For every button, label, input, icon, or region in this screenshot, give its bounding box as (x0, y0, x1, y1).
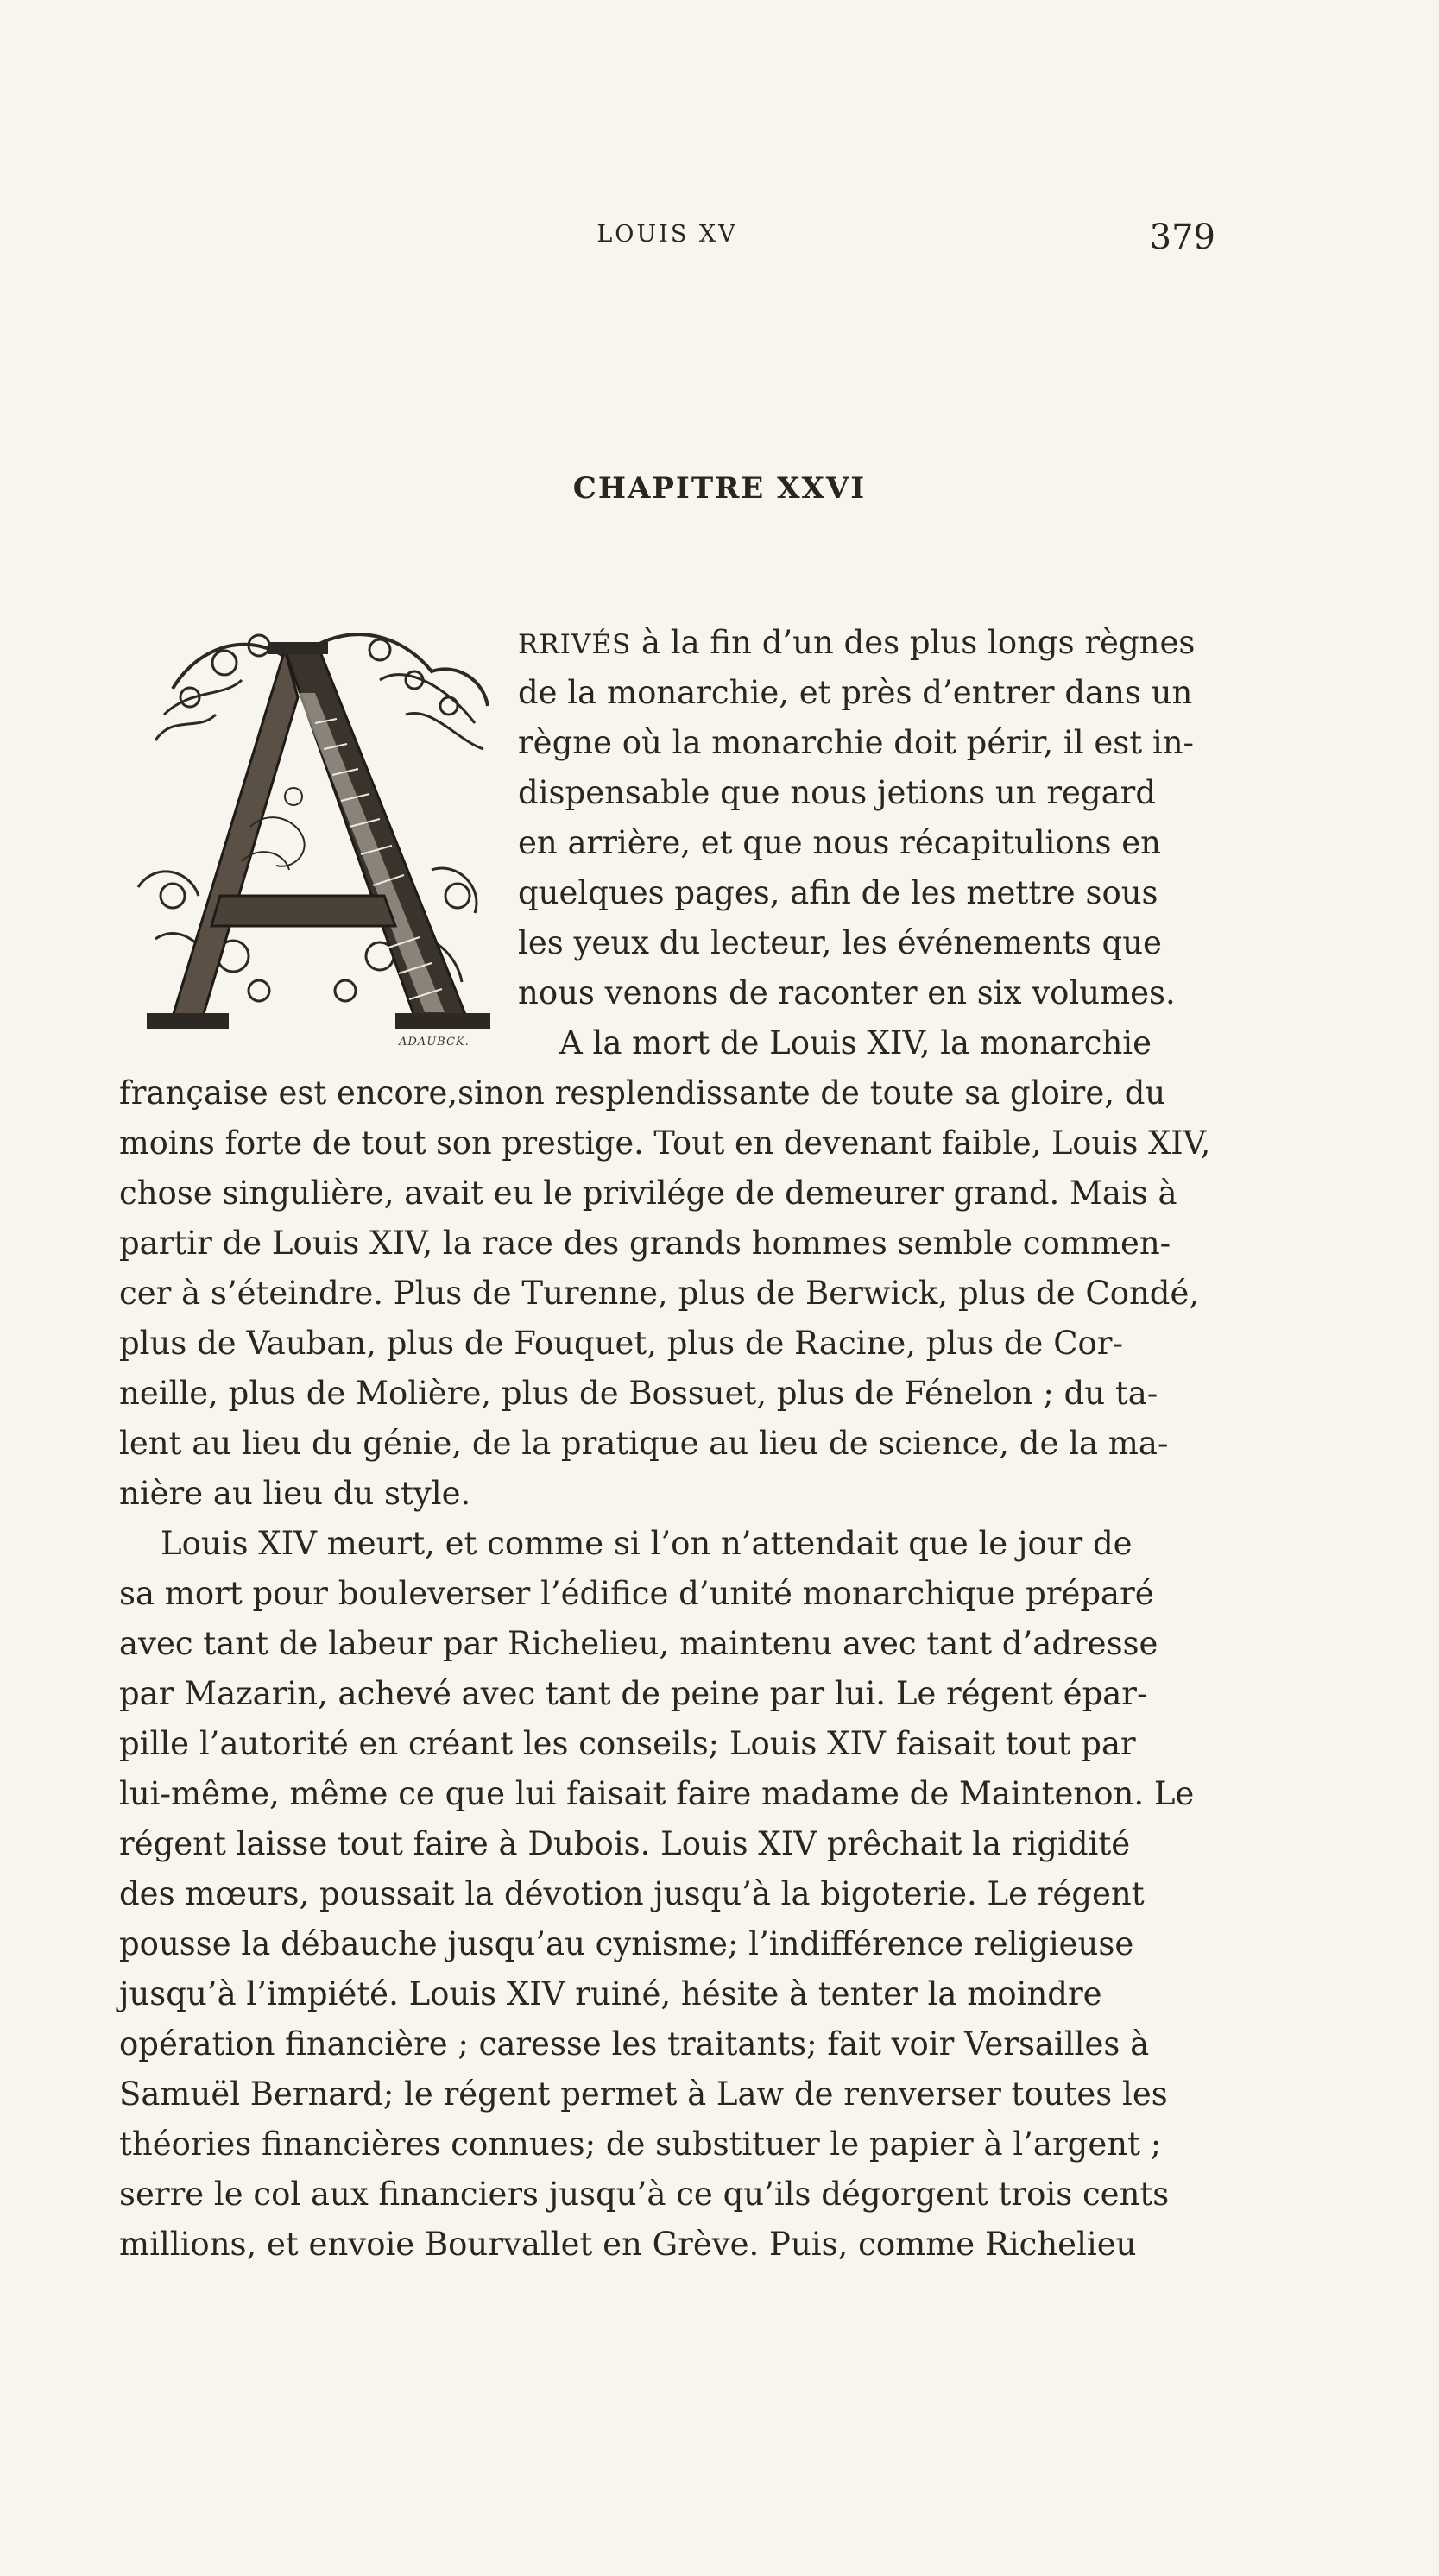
text-line-11: moins forte de tout son prestige. Tout en devenant faible, Louis XIV, (119, 1124, 1211, 1162)
text-line-22: par Mazarin, achevé avec tant de peine par lui. Le régent épar- (119, 1675, 1148, 1712)
text-line-2: de la monarchie, et près d’entrer dans un (518, 674, 1193, 711)
text-line-13: partir de Louis XIV, la race des grands hommes semble commen- (119, 1225, 1171, 1262)
text-line-18: nière au lieu du style. (119, 1475, 471, 1512)
text-line-26: des mœurs, poussait la dévotion jusqu’à la bigoterie. Le régent (119, 1875, 1145, 1912)
ornamental-drop-cap-a (121, 611, 505, 1060)
text-line-15: plus de Vauban, plus de Fouquet, plus de Racine, plus de Cor- (119, 1325, 1123, 1362)
text-line-32: serre le col aux financiers jusqu’à ce qu’ils dégorgent trois cents (119, 2176, 1170, 2213)
text-line-9: A la mort de Louis XIV, la monarchie (559, 1024, 1152, 1061)
text-line-30: Samuël Bernard; le régent permet à Law de renverser toutes les (119, 2075, 1168, 2113)
page-number: 379 (1149, 217, 1215, 257)
text-line-31: théories financières connues; de substituer le papier à l’argent ; (119, 2126, 1162, 2163)
text-line-5: en arrière, et que nous récapitulions en (518, 824, 1161, 861)
text-line-19: Louis XIV meurt, et comme si l’on n’attendait que le jour de (161, 1525, 1133, 1562)
text-line-1: RRIVÉS à la fin d’un des plus longs règnes (518, 624, 1196, 661)
text-line-4: dispensable que nous jetions un regard (518, 774, 1157, 811)
running-title: LOUIS XV (596, 221, 738, 248)
text-line-8: nous venons de raconter en six volumes. (518, 974, 1176, 1011)
text-line-33: millions, et envoie Bourvallet en Grève. Puis, comme Richelieu (119, 2226, 1137, 2263)
engraver-signature: ADAUBCK. (399, 1036, 470, 1049)
text-line-23: pille l’autorité en créant les conseils; Louis XIV faisait tout par (119, 1725, 1136, 1762)
text-line-29: opération financière ; caresse les traitants; fait voir Versailles à (119, 2025, 1150, 2063)
text-line-28: jusqu’à l’impiété. Louis XIV ruiné, hésite à tenter la moindre (119, 1975, 1102, 2012)
text-line-10: française est encore,sinon resplendissante de toute sa gloire, du (119, 1074, 1166, 1112)
text-line-17: lent au lieu du génie, de la pratique au lieu de science, de la ma- (119, 1425, 1169, 1462)
text-line-24: lui-même, même ce que lui faisait faire madame de Maintenon. Le (119, 1775, 1195, 1812)
first-word: RRIVÉS (518, 629, 632, 660)
running-head (119, 217, 1215, 261)
text-line-7: les yeux du lecteur, les événements que (518, 924, 1162, 961)
text-line-6: quelques pages, afin de les mettre sous (518, 874, 1158, 911)
text-line-27: pousse la débauche jusqu’au cynisme; l’indifférence religieuse (119, 1925, 1134, 1962)
text-line-12: chose singulière, avait eu le privilége de demeurer grand. Mais à (119, 1175, 1177, 1212)
text-line-3: règne où la monarchie doit périr, il est in- (518, 724, 1195, 761)
text-line-21: avec tant de labeur par Richelieu, maintenu avec tant d’adresse (119, 1625, 1158, 1662)
text-line-20: sa mort pour bouleverser l’édifice d’unité monarchique préparé (119, 1575, 1154, 1612)
chapter-heading: CHAPITRE XXVI (572, 471, 867, 506)
text-line-25: régent laisse tout faire à Dubois. Louis XIV prêchait la rigidité (119, 1825, 1131, 1862)
text-line-14: cer à s’éteindre. Plus de Turenne, plus de Berwick, plus de Condé, (119, 1275, 1200, 1312)
text-line-16: neille, plus de Molière, plus de Bossuet, plus de Fénelon ; du ta- (119, 1375, 1158, 1412)
